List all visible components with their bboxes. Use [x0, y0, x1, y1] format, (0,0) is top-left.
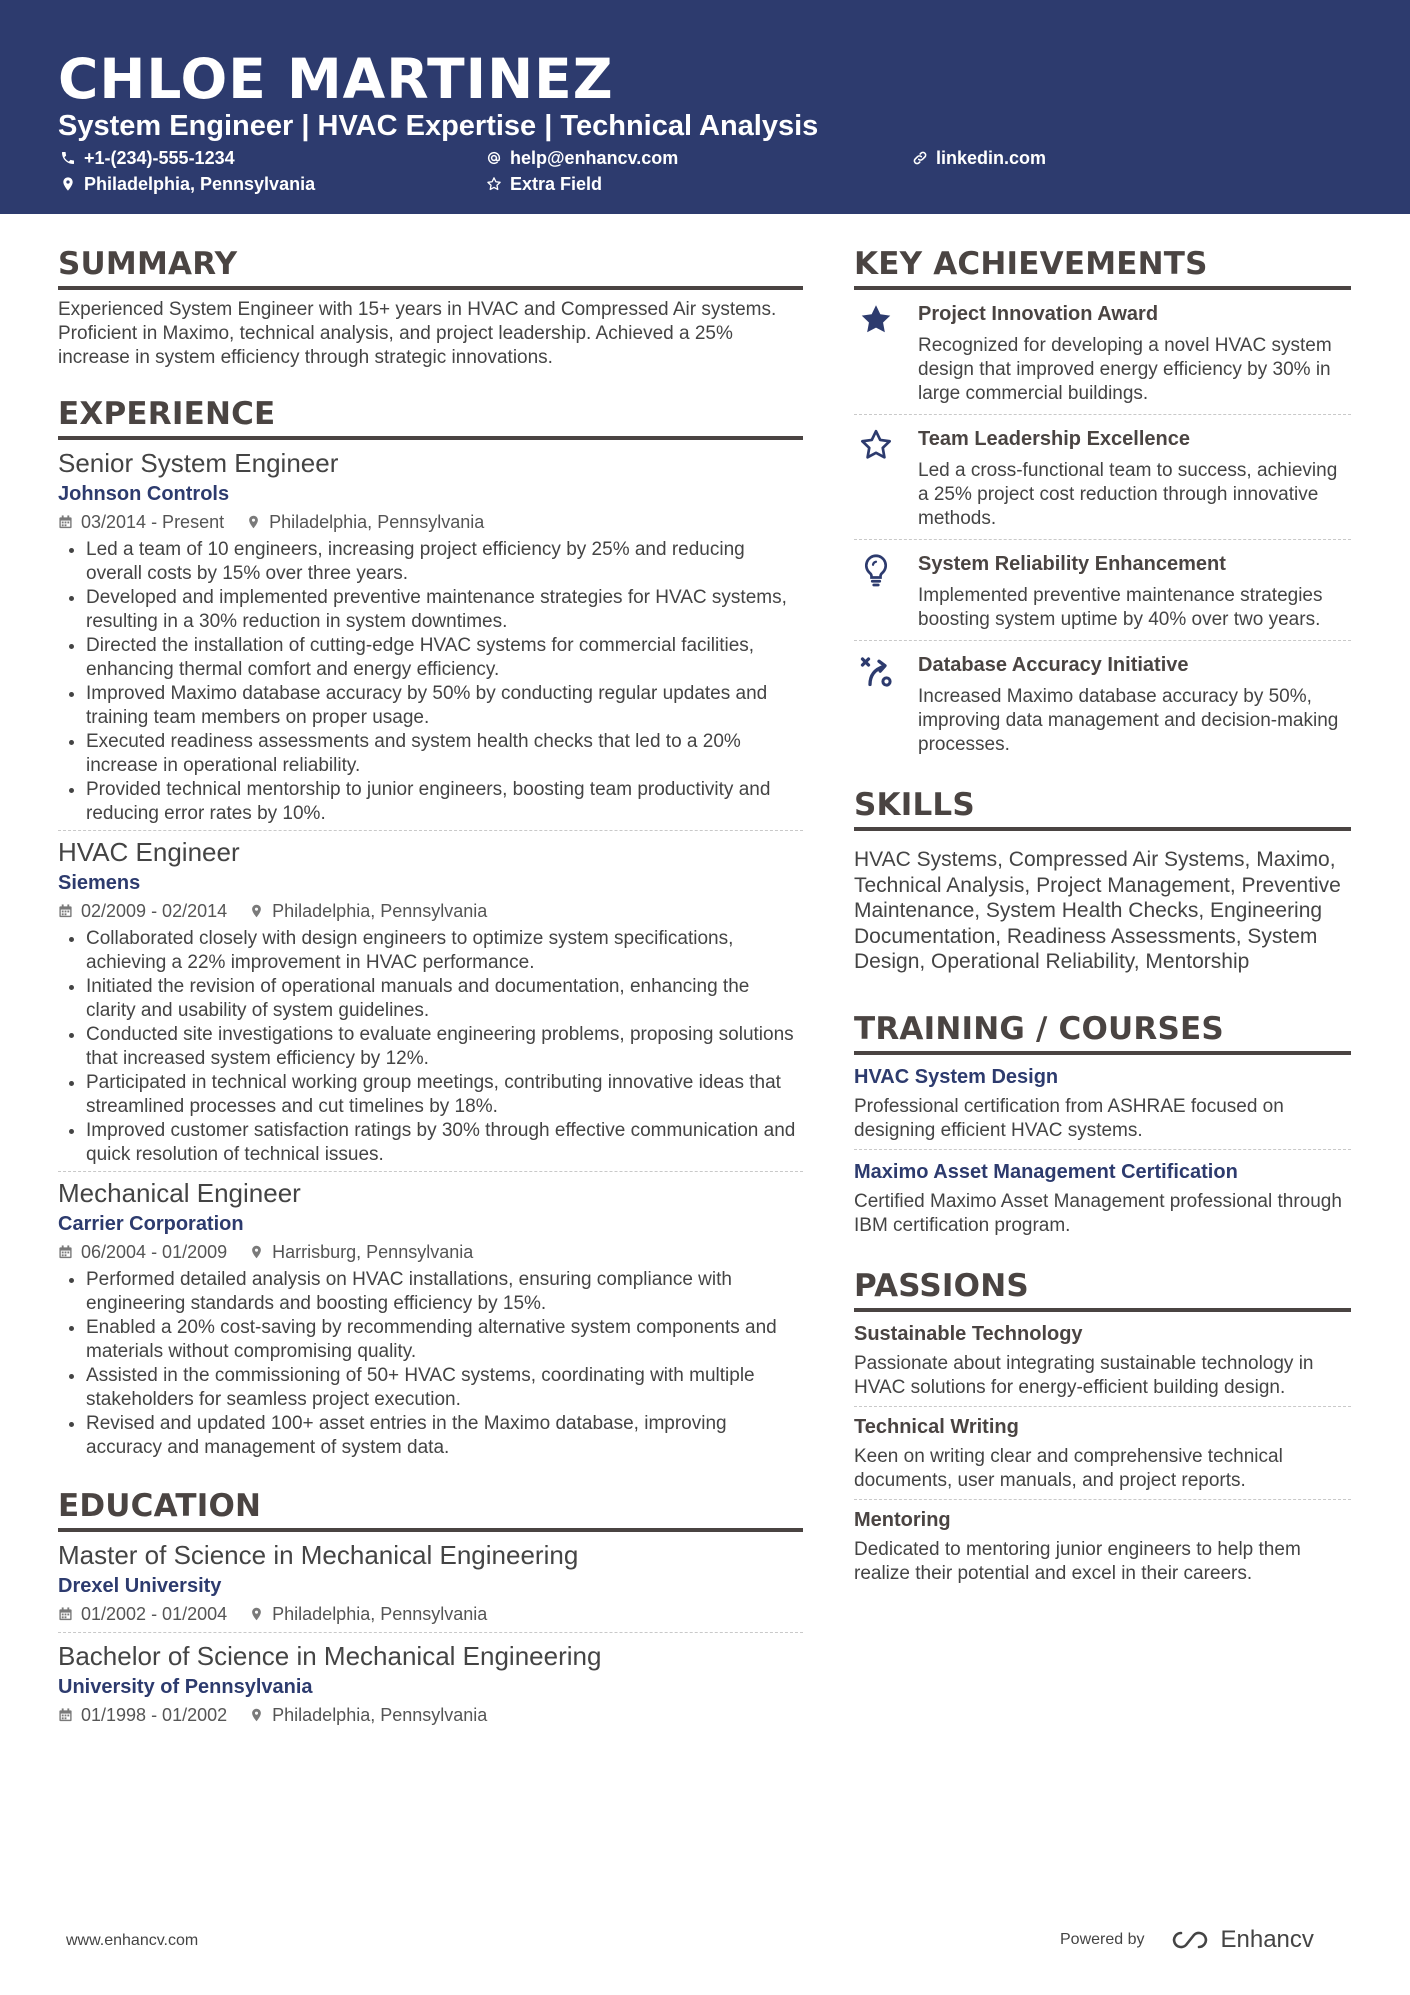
location-pin-icon: [249, 1606, 264, 1622]
training-title: TRAINING / COURSES: [854, 1009, 1351, 1055]
website-link[interactable]: linkedin.com: [936, 148, 1047, 168]
school-name: Drexel University: [58, 1575, 222, 1597]
bullet-item: • Initiated the revision of operational manuals and documentation, enhancing the clarity and usability of system guidelines.: [86, 975, 803, 1023]
star-filled-icon: [858, 302, 894, 338]
passion-desc: Passionate about integrating sustainable technology in HVAC solutions for energy-efficient building design.: [854, 1352, 1314, 1398]
company-name: Johnson Controls: [58, 483, 230, 505]
education-meta: [58, 1602, 803, 1626]
brand-logo[interactable]: [1167, 1926, 1314, 1954]
passion-title: Technical Writing: [854, 1415, 1019, 1438]
bullet-item: • Led a team of 10 engineers, increasing project efficiency by 25% and reducing overall costs by 15% over three years.: [86, 538, 803, 586]
bullet-item: • Improved Maximo database accuracy by 50% by conducting regular updates and training team members on proper usage.: [86, 682, 803, 730]
calendar-icon: [58, 1606, 73, 1622]
contact-extra: [486, 172, 602, 196]
passion-desc: Dedicated to mentoring junior engineers to help them realize their potential and excel in their careers.: [854, 1538, 1301, 1584]
footer-website[interactable]: www.enhancv.com: [66, 1932, 199, 1949]
at-icon: [486, 150, 502, 166]
contact-location: [60, 172, 315, 196]
achievement-item: [854, 540, 1351, 640]
company-name: Carrier Corporation: [58, 1213, 244, 1235]
bullet-item: • Performed detailed analysis on HVAC installations, ensuring compliance with engineering standards and boosting efficiency by 15%.: [86, 1268, 803, 1316]
tagline: System Engineer | HVAC Expertise | Technical Analysis: [58, 110, 819, 142]
calendar-icon: [58, 1707, 73, 1723]
skills-text: HVAC Systems, Compressed Air Systems, Maximo, Technical Analysis, Project Management, Preventive Maintenance, System Health Checks, Engineering Documentation, Readiness Assessments, System Design, Operational Reliability, Mentorship: [854, 848, 1341, 974]
job-meta: [58, 899, 803, 923]
achievement-desc: Implemented preventive maintenance strategies boosting system uptime by 40% over two years.: [918, 585, 1323, 630]
enhancv-logo-icon: [1167, 1928, 1213, 1952]
bullet-item: • Collaborated closely with design engineers to optimize system specifications, achieving a 22% improvement in HVAC performance.: [86, 927, 803, 975]
skills-title: SKILLS: [854, 785, 1351, 831]
summary-text: Experienced System Engineer with 15+ years in HVAC and Compressed Air systems. Proficient in Maximo, technical analysis, and project leadership. Achieved a 25% increase in system efficiency through strategic innovations.: [58, 299, 777, 368]
job-dates: 03/2014 - Present: [81, 512, 225, 532]
passion-item: [854, 1500, 1351, 1586]
bullet-item: • Improved customer satisfaction ratings by 30% through effective communication and quick resolution of technical issues.: [86, 1119, 803, 1167]
bullet-item: • Conducted site investigations to evaluate engineering problems, proposing solutions that increased system efficiency by 12%.: [86, 1023, 803, 1071]
achievement-title: Team Leadership Excellence: [918, 428, 1190, 450]
bullet-item: • Provided technical mentorship to junior engineers, boosting team productivity and reducing error rates by 10%.: [86, 778, 803, 826]
job-entry: [58, 1172, 803, 1460]
link-icon: [912, 150, 928, 166]
bullet-item: • Assisted in the commissioning of 50+ HVAC systems, coordinating with multiple stakeholders for seamless project execution.: [86, 1364, 803, 1412]
bullet-item: • Executed readiness assessments and system health checks that led to a 20% increase in operational reliability.: [86, 730, 803, 778]
achievement-desc: Recognized for developing a novel HVAC system design that improved energy efficiency by 30% in large commercial buildings.: [918, 335, 1332, 404]
phone-text: +1-(234)-555-1234: [84, 148, 235, 168]
course-item: [854, 1055, 1351, 1149]
job-entry: [58, 831, 803, 1171]
job-dates: 06/2004 - 01/2009: [81, 1242, 228, 1262]
experience-title: EXPERIENCE: [58, 394, 803, 440]
job-meta: [58, 510, 803, 534]
location-pin-icon: [249, 1244, 264, 1260]
job-location: Philadelphia, Pennsylvania: [269, 512, 485, 532]
right-column: [854, 244, 1351, 1586]
job-entry: [58, 440, 803, 830]
course-title: HVAC System Design: [854, 1065, 1059, 1088]
job-title: Mechanical Engineer: [58, 1178, 301, 1208]
education-location: Philadelphia, Pennsylvania: [272, 1705, 488, 1725]
education-location: Philadelphia, Pennsylvania: [272, 1604, 488, 1624]
company-name: Siemens: [58, 872, 141, 894]
achievement-title: System Reliability Enhancement: [918, 553, 1226, 575]
left-column: [58, 244, 803, 1727]
achievement-desc: Increased Maximo database accuracy by 50%, improving data management and decision-making processes.: [918, 686, 1339, 755]
course-title: Maximo Asset Management Certification: [854, 1160, 1238, 1183]
calendar-icon: [58, 903, 73, 919]
education-entry: [58, 1633, 803, 1727]
calendar-icon: [58, 514, 73, 530]
bullet-item: • Participated in technical working group meetings, contributing innovative ideas that streamlined processes and cut timelines by 18%.: [86, 1071, 803, 1119]
lightbulb-icon: [858, 552, 894, 588]
bullet-item: • Enabled a 20% cost-saving by recommending alternative system components and materials without compromising quality.: [86, 1316, 803, 1364]
location-text: Philadelphia, Pennsylvania: [84, 174, 316, 194]
degree-title: Master of Science in Mechanical Engineering: [58, 1540, 579, 1570]
school-name: University of Pennsylvania: [58, 1676, 313, 1698]
location-pin-icon: [249, 1707, 264, 1723]
achievement-title: Database Accuracy Initiative: [918, 654, 1189, 676]
candidate-name: CHLOE MARTINEZ: [58, 47, 614, 111]
job-bullets: [58, 927, 803, 1167]
course-desc: Professional certification from ASHRAE focused on designing efficient HVAC systems.: [854, 1095, 1284, 1141]
star-outline-icon: [858, 427, 894, 463]
education-entry: [58, 1532, 803, 1632]
footer-branding: [1060, 1926, 1314, 1954]
job-title: HVAC Engineer: [58, 837, 240, 867]
passion-item: [854, 1407, 1351, 1499]
location-pin-icon: [60, 176, 76, 192]
location-pin-icon: [246, 514, 261, 530]
passion-title: Sustainable Technology: [854, 1322, 1083, 1345]
job-dates: 02/2009 - 02/2014: [81, 901, 228, 921]
contact-phone: [60, 146, 235, 170]
passion-item: [854, 1312, 1351, 1406]
achievement-item: [854, 641, 1351, 765]
star-outline-icon: [486, 176, 502, 192]
degree-title: Bachelor of Science in Mechanical Engineering: [58, 1641, 602, 1671]
achievement-desc: Led a cross-functional team to success, achieving a 25% project cost reduction through innovative methods.: [918, 460, 1338, 529]
strategy-icon: [858, 653, 894, 689]
brand-name: Enhancv: [1220, 1926, 1314, 1953]
calendar-icon: [58, 1244, 73, 1260]
job-bullets: [58, 1268, 803, 1460]
education-dates: 01/1998 - 01/2002: [81, 1705, 228, 1725]
achievement-title: Project Innovation Award: [918, 303, 1159, 325]
job-location: Philadelphia, Pennsylvania: [272, 901, 488, 921]
passion-desc: Keen on writing clear and comprehensive technical documents, user manuals, and project reports.: [854, 1445, 1283, 1491]
achievements-title: KEY ACHIEVEMENTS: [854, 244, 1351, 290]
passion-title: Mentoring: [854, 1508, 951, 1531]
location-pin-icon: [249, 903, 264, 919]
passions-title: PASSIONS: [854, 1266, 1351, 1312]
course-item: [854, 1150, 1351, 1238]
job-title: Senior System Engineer: [58, 448, 339, 478]
achievement-item: [854, 415, 1351, 539]
course-desc: Certified Maximo Asset Management professional through IBM certification program.: [854, 1190, 1342, 1236]
job-bullets: [58, 538, 803, 826]
header: [0, 0, 1410, 214]
achievement-item: [854, 290, 1351, 414]
education-title: EDUCATION: [58, 1486, 803, 1532]
extra-field-text: Extra Field: [510, 174, 603, 194]
contact-email[interactable]: [486, 146, 678, 170]
bullet-item: • Developed and implemented preventive maintenance strategies for HVAC systems, resulting in a 30% reduction in system downtimes.: [86, 586, 803, 634]
powered-by-text: Powered by: [1060, 1931, 1145, 1948]
email-link[interactable]: help@enhancv.com: [510, 148, 679, 168]
education-meta: [58, 1703, 803, 1727]
bullet-item: • Revised and updated 100+ asset entries in the Maximo database, improving accuracy and management of system data.: [86, 1412, 803, 1460]
job-location: Harrisburg, Pennsylvania: [272, 1242, 474, 1262]
bullet-item: • Directed the installation of cutting-edge HVAC systems for commercial facilities, enhancing thermal comfort and energy efficiency.: [86, 634, 803, 682]
summary-title: SUMMARY: [58, 244, 803, 290]
contact-website[interactable]: [912, 146, 1046, 170]
education-dates: 01/2002 - 01/2004: [81, 1604, 228, 1624]
job-meta: [58, 1240, 803, 1264]
phone-icon: [60, 150, 76, 166]
